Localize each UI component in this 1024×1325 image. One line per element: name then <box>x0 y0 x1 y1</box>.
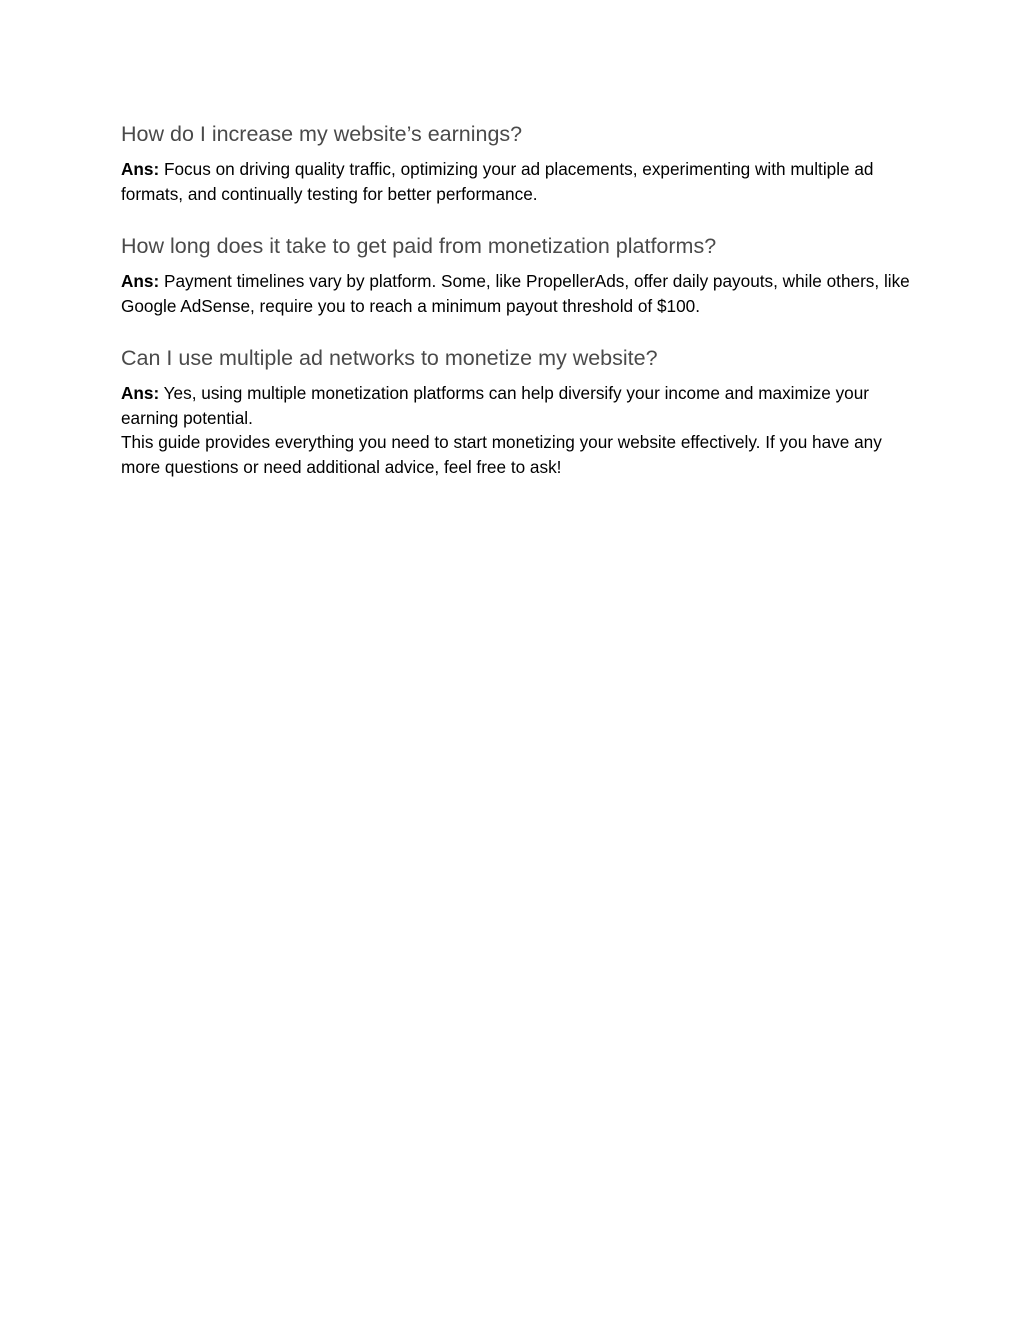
faq-question: How long does it take to get paid from monetization platforms? <box>121 234 717 258</box>
answer-label: Ans: <box>121 159 160 179</box>
answer-label: Ans: <box>121 271 160 291</box>
answer-text: Payment timelines vary by platform. Some, like PropellerAds, offer daily payouts, while others, like Google AdSense, require you to reach a minimum payout threshold of $100. <box>121 271 910 316</box>
faq-item <box>121 343 911 479</box>
answer-text: Yes, using multiple monetization platforms can help diversify your income and maximize your earning potential. <box>121 383 870 428</box>
faq-answer <box>121 381 911 430</box>
faq-answer <box>121 157 911 206</box>
answer-label: Ans: <box>121 383 160 403</box>
document-page <box>121 119 911 479</box>
faq-question: How do I increase my website’s earnings? <box>121 122 523 146</box>
closing-paragraph: This guide provides everything you need to start monetizing your website effectively. If you have any more questions or need additional advice, feel free to ask! <box>121 432 882 477</box>
faq-answer <box>121 269 911 318</box>
faq-item <box>121 119 911 206</box>
faq-item <box>121 231 911 318</box>
faq-question: Can I use multiple ad networks to monetize my website? <box>121 346 658 370</box>
answer-text: Focus on driving quality traffic, optimizing your ad placements, experimenting with multiple ad formats, and continually testing for better performance. <box>121 159 874 204</box>
